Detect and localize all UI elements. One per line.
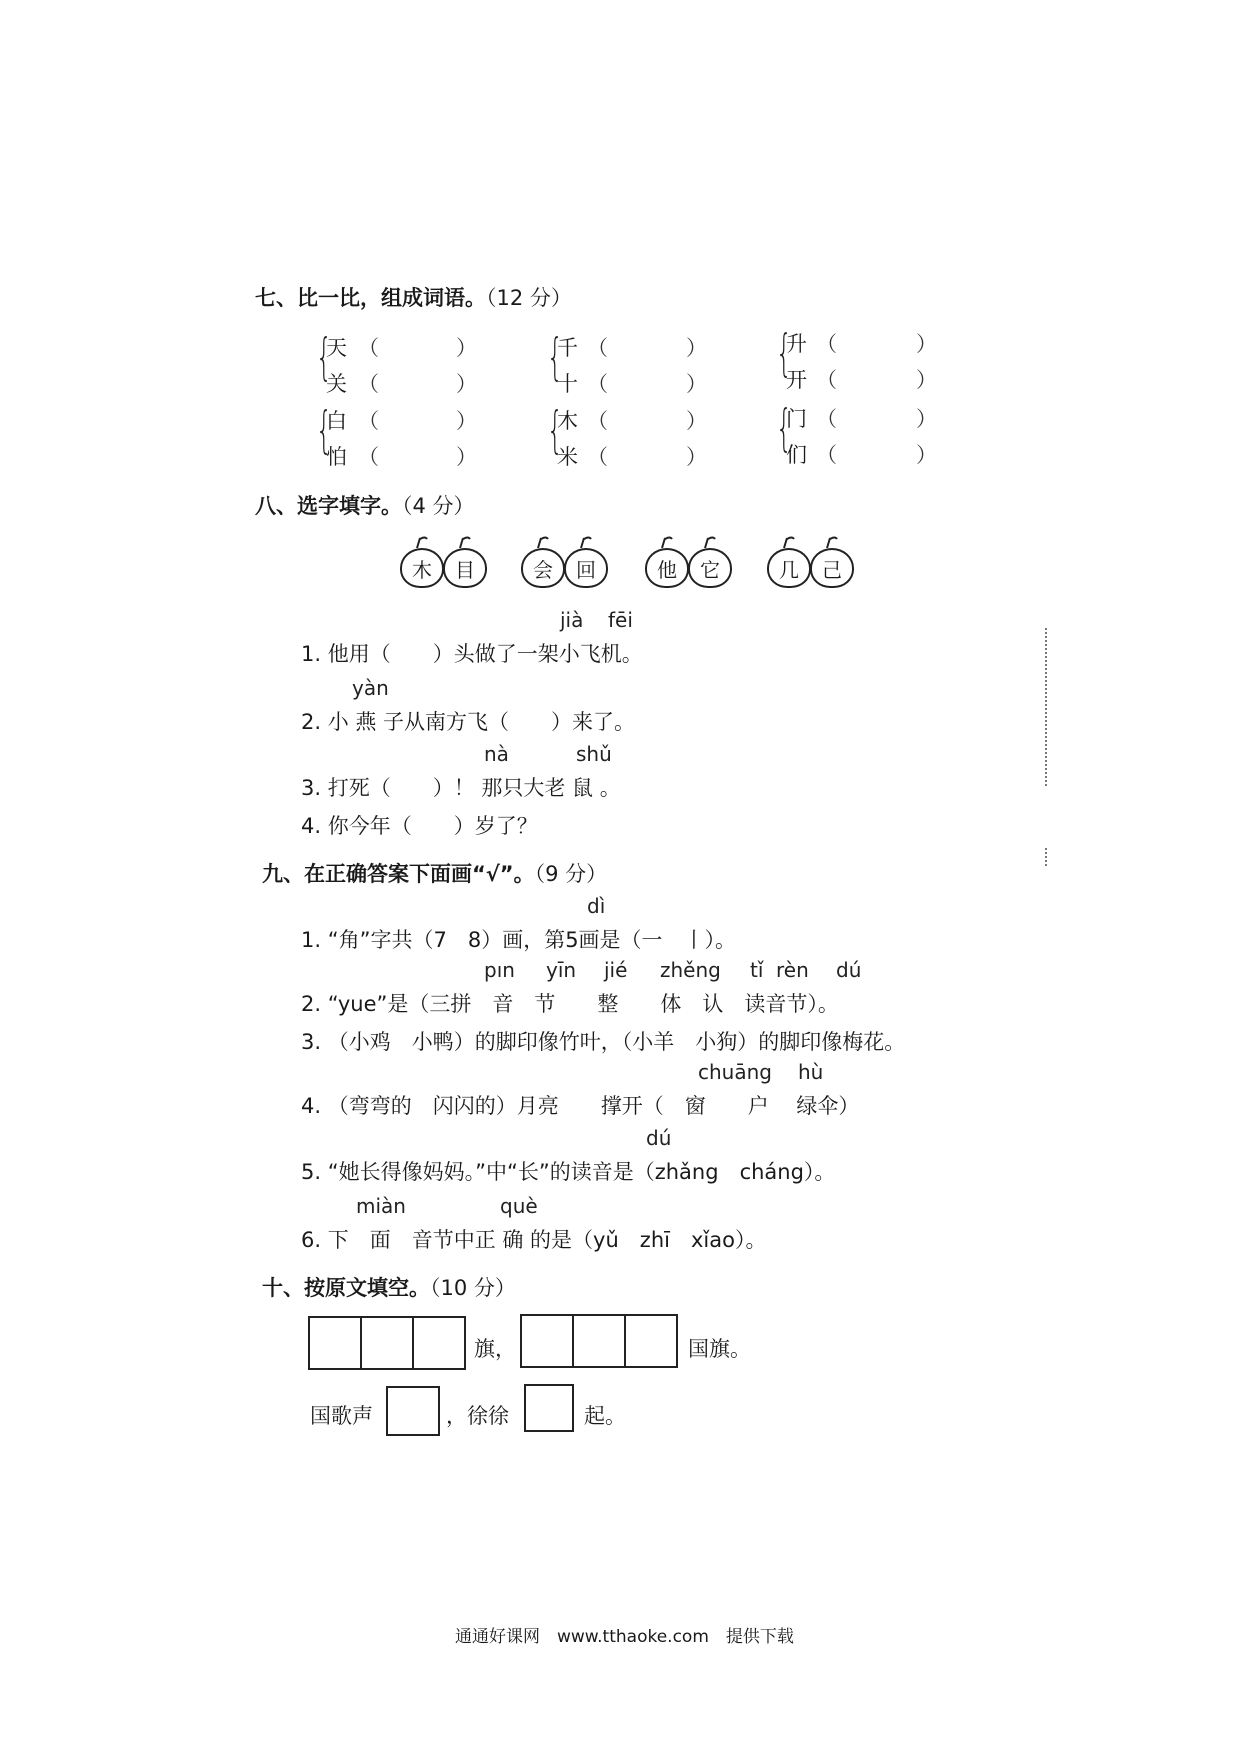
paren-close: ） bbox=[456, 336, 477, 360]
apple-icon bbox=[564, 548, 608, 588]
brace: { bbox=[776, 324, 792, 382]
footer: 通通好课网 www.tthaoke.com 提供下载 bbox=[455, 1627, 794, 1647]
section-9-title: 九、在正确答案下面画“√”。 bbox=[262, 862, 535, 886]
section-10-title: 十、按原文填空。 bbox=[262, 1276, 430, 1300]
pinyin: yīn bbox=[546, 958, 577, 982]
paren-close: ） bbox=[686, 336, 707, 360]
question: 6. 下 面 音节中正 确 的是（yǔ zhī xǐao）。 bbox=[301, 1228, 767, 1252]
pinyin: jià bbox=[560, 608, 584, 632]
paren-close: ） bbox=[686, 445, 707, 469]
option-char: 几 bbox=[779, 557, 799, 582]
write-box[interactable] bbox=[412, 1316, 466, 1370]
paren-open: （ bbox=[358, 445, 379, 469]
write-box[interactable] bbox=[520, 1314, 574, 1368]
pinyin: hù bbox=[798, 1060, 824, 1084]
brace: { bbox=[316, 401, 332, 459]
question: 2. “yue”是（三拼 音 节 整 体 认 读音节）。 bbox=[301, 992, 839, 1016]
paren-open: （ bbox=[587, 372, 608, 396]
paren-open: （ bbox=[816, 407, 837, 431]
apple-icon bbox=[443, 548, 487, 588]
section-9-heading bbox=[262, 858, 607, 888]
option-char: 会 bbox=[533, 557, 553, 582]
char: 升 bbox=[786, 332, 807, 356]
option-char: 他 bbox=[657, 557, 677, 582]
question: 5. “她长得像妈妈。”中“长”的读音是（zhǎng cháng）。 bbox=[301, 1160, 836, 1184]
write-box[interactable] bbox=[360, 1316, 414, 1370]
option-char: 己 bbox=[822, 557, 842, 582]
char: 们 bbox=[786, 443, 807, 467]
question: 1. “角”字共（7 8）画，第5画是（一 丨）。 bbox=[301, 928, 737, 952]
apple-icon bbox=[521, 548, 565, 588]
option-char: 目 bbox=[455, 557, 475, 582]
option-char: 它 bbox=[700, 557, 720, 582]
paren-close: ） bbox=[916, 443, 937, 467]
paren-close: ） bbox=[456, 445, 477, 469]
fill-text: 旗， bbox=[474, 1337, 516, 1361]
pinyin: dú bbox=[836, 958, 862, 982]
pinyin: dì bbox=[587, 894, 606, 918]
paren-open: （ bbox=[358, 372, 379, 396]
pinyin: pın bbox=[484, 958, 515, 982]
paren-close: ） bbox=[456, 372, 477, 396]
paren-close: ） bbox=[456, 409, 477, 433]
brace: { bbox=[316, 328, 332, 386]
apple-icon bbox=[810, 548, 854, 588]
stem-icon bbox=[457, 536, 471, 548]
fill-text: 起。 bbox=[584, 1404, 626, 1428]
paren-close: ） bbox=[916, 368, 937, 392]
stem-icon bbox=[781, 536, 795, 548]
stem-icon bbox=[659, 536, 673, 548]
option-char: 木 bbox=[412, 557, 432, 582]
stem-icon bbox=[702, 536, 716, 548]
paren-open: （ bbox=[587, 336, 608, 360]
char: 白 bbox=[326, 409, 347, 433]
brace: { bbox=[547, 401, 563, 459]
pinyin: tǐ bbox=[750, 958, 764, 982]
brace: { bbox=[547, 328, 563, 386]
paren-close: ） bbox=[686, 372, 707, 396]
apple-icon bbox=[645, 548, 689, 588]
char: 关 bbox=[326, 372, 347, 396]
section-7-heading bbox=[255, 282, 572, 312]
write-box[interactable] bbox=[386, 1386, 440, 1436]
section-7-title: 七、比一比，组成词语。 bbox=[255, 286, 486, 310]
char: 怕 bbox=[326, 445, 347, 469]
char: 千 bbox=[557, 336, 578, 360]
section-10-points: （10 分） bbox=[430, 1276, 516, 1300]
binding-line bbox=[1045, 628, 1047, 786]
paren-open: （ bbox=[587, 445, 608, 469]
paren-open: （ bbox=[816, 368, 837, 392]
write-box[interactable] bbox=[308, 1316, 362, 1370]
paren-close: ） bbox=[916, 407, 937, 431]
question: 3. （小鸡 小鸭）的脚印像竹叶，（小羊 小狗）的脚印像梅花。 bbox=[301, 1030, 906, 1054]
pinyin: fēi bbox=[608, 608, 633, 632]
question: 3. 打死（ ）！ 那只大老 鼠 。 bbox=[301, 776, 621, 800]
apple-icon bbox=[688, 548, 732, 588]
write-box[interactable] bbox=[572, 1314, 626, 1368]
pinyin: chuāng bbox=[698, 1060, 772, 1084]
paren-close: ） bbox=[916, 332, 937, 356]
option-char: 回 bbox=[576, 557, 596, 582]
pinyin: miàn bbox=[356, 1194, 406, 1218]
binding-line bbox=[1045, 848, 1047, 866]
pinyin: zhěng bbox=[660, 958, 721, 982]
stem-icon bbox=[535, 536, 549, 548]
char: 天 bbox=[326, 336, 347, 360]
question: 1. 他用（ ）头做了一架小飞机。 bbox=[301, 642, 643, 666]
pinyin: què bbox=[500, 1194, 538, 1218]
pinyin: dú bbox=[646, 1126, 672, 1150]
question: 4. （弯弯的 闪闪的）月亮 撑开（ 窗 户 绿伞） bbox=[301, 1094, 860, 1118]
brace: { bbox=[776, 399, 792, 457]
char: 开 bbox=[786, 368, 807, 392]
section-8-points: （4 分） bbox=[402, 494, 475, 518]
paren-open: （ bbox=[816, 443, 837, 467]
apple-icon bbox=[767, 548, 811, 588]
char: 门 bbox=[786, 407, 807, 431]
section-9-points: （9 分） bbox=[534, 862, 608, 886]
char: 米 bbox=[557, 445, 578, 469]
write-box[interactable] bbox=[524, 1384, 574, 1432]
section-8-heading bbox=[255, 490, 475, 520]
pinyin: rèn bbox=[776, 958, 809, 982]
write-box[interactable] bbox=[624, 1314, 678, 1368]
stem-icon bbox=[578, 536, 592, 548]
pinyin: jié bbox=[604, 958, 628, 982]
char: 十 bbox=[557, 372, 578, 396]
pinyin: nà bbox=[484, 742, 509, 766]
paren-open: （ bbox=[358, 336, 379, 360]
stem-icon bbox=[414, 536, 428, 548]
question: 4. 你今年（ ）岁了？ bbox=[301, 814, 538, 838]
question: 2. 小 燕 子从南方飞（ ）来了。 bbox=[301, 710, 636, 734]
pinyin: shǔ bbox=[576, 742, 612, 766]
fill-text: ，徐徐 bbox=[446, 1404, 509, 1428]
section-7-points: （12 分） bbox=[486, 286, 572, 310]
fill-text: 国旗。 bbox=[688, 1337, 751, 1361]
paren-open: （ bbox=[358, 409, 379, 433]
apple-icon bbox=[400, 548, 444, 588]
char: 木 bbox=[557, 409, 578, 433]
stem-icon bbox=[824, 536, 838, 548]
section-8-title: 八、选字填字。 bbox=[255, 494, 402, 518]
paren-open: （ bbox=[587, 409, 608, 433]
paren-close: ） bbox=[686, 409, 707, 433]
fill-text: 国歌声 bbox=[310, 1404, 373, 1428]
pinyin: yàn bbox=[352, 676, 389, 700]
section-10-heading bbox=[262, 1272, 516, 1302]
paren-open: （ bbox=[816, 332, 837, 356]
